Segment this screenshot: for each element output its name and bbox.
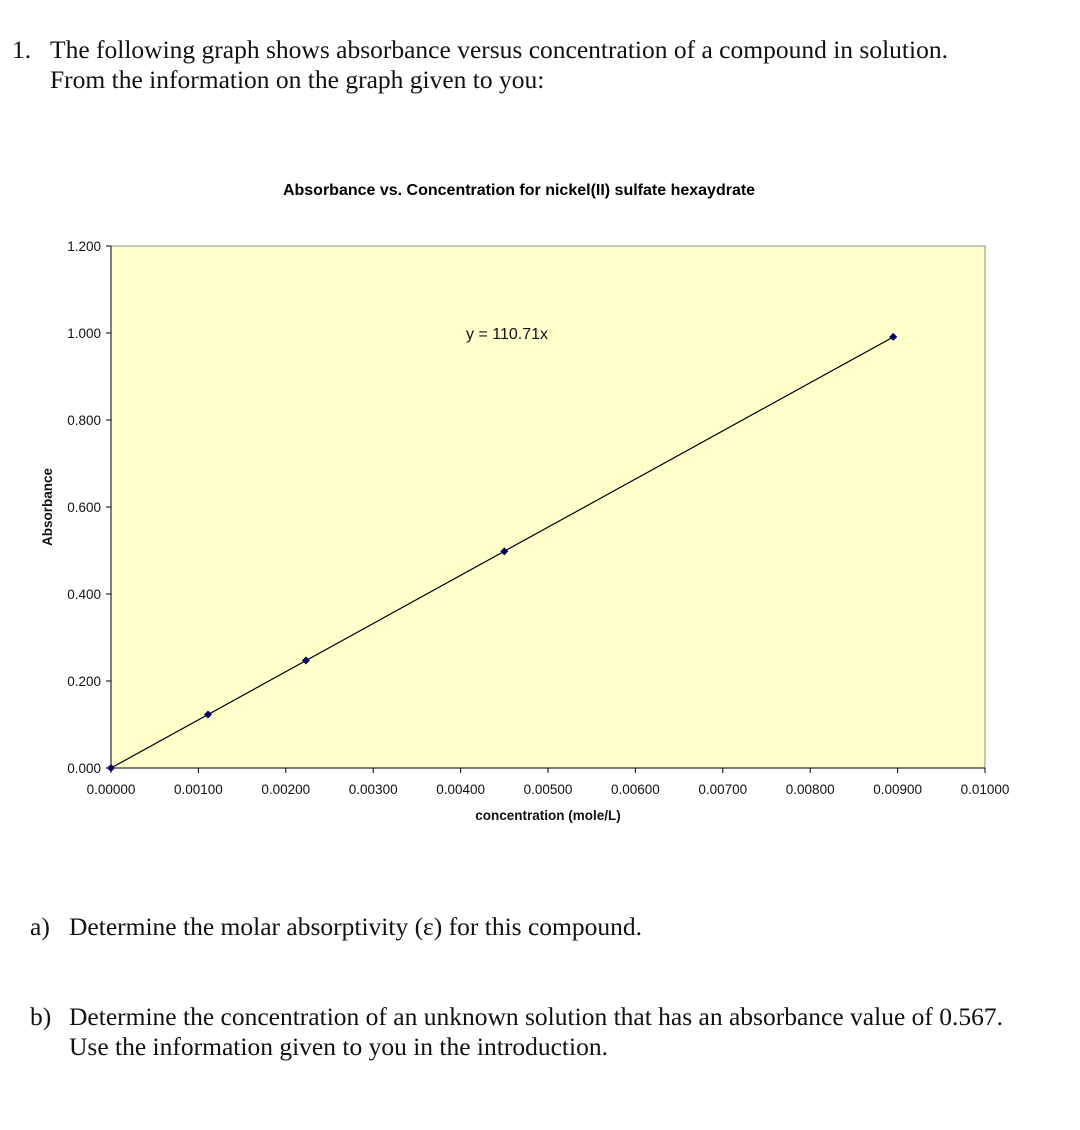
question-line-2: From the information on the graph given to you: [50,65,545,94]
x-tick-label: 0.00800 [785,782,835,797]
y-tick-labels [67,239,111,776]
plot-area [111,246,985,768]
x-tick-label: 0.00300 [348,782,398,797]
x-axis-label: concentration (mole/L) [475,808,621,823]
x-tick-label: 0.00000 [86,782,136,797]
x-tick-label: 0.00400 [436,782,486,797]
part-a-text: Determine the molar absorptivity (ε) for this compound. [69,912,642,941]
trendline-equation: y = 110.71x [466,326,548,343]
x-tick-label: 0.00100 [173,782,223,797]
question-number: 1. [12,35,32,64]
y-tick-label: 0.600 [67,500,101,515]
x-tick-label: 0.01000 [960,782,1010,797]
x-tick-label: 0.00700 [698,782,748,797]
y-tick-label: 0.400 [67,587,101,602]
x-tick-label: 0.00500 [523,782,573,797]
y-tick-label: 1.000 [67,326,101,341]
question-line-1: The following graph shows absorbance versus concentration of a compound in solution. [50,35,948,64]
part-a-letter: a) [30,912,50,941]
y-tick-label: 0.200 [67,674,101,689]
x-tick-label: 0.00900 [873,782,923,797]
x-tick-label: 0.00600 [610,782,660,797]
part-b-letter: b) [30,1002,52,1031]
part-b-line-1: Determine the concentration of an unknown solution that has an absorbance value of 0.567. [69,1002,1004,1031]
y-tick-label: 0.800 [67,413,101,428]
x-tick-label: 0.00200 [261,782,311,797]
y-tick-label: 1.200 [67,239,101,254]
chart-title: Absorbance vs. Concentration for nickel(II) sulfate hexaydrate [282,182,756,199]
y-axis-label: Absorbance [40,467,55,547]
x-tick-labels [87,768,1010,797]
part-b-line-2: Use the information given to you in the introduction. [69,1032,608,1061]
y-tick-label: 0.000 [67,761,101,776]
